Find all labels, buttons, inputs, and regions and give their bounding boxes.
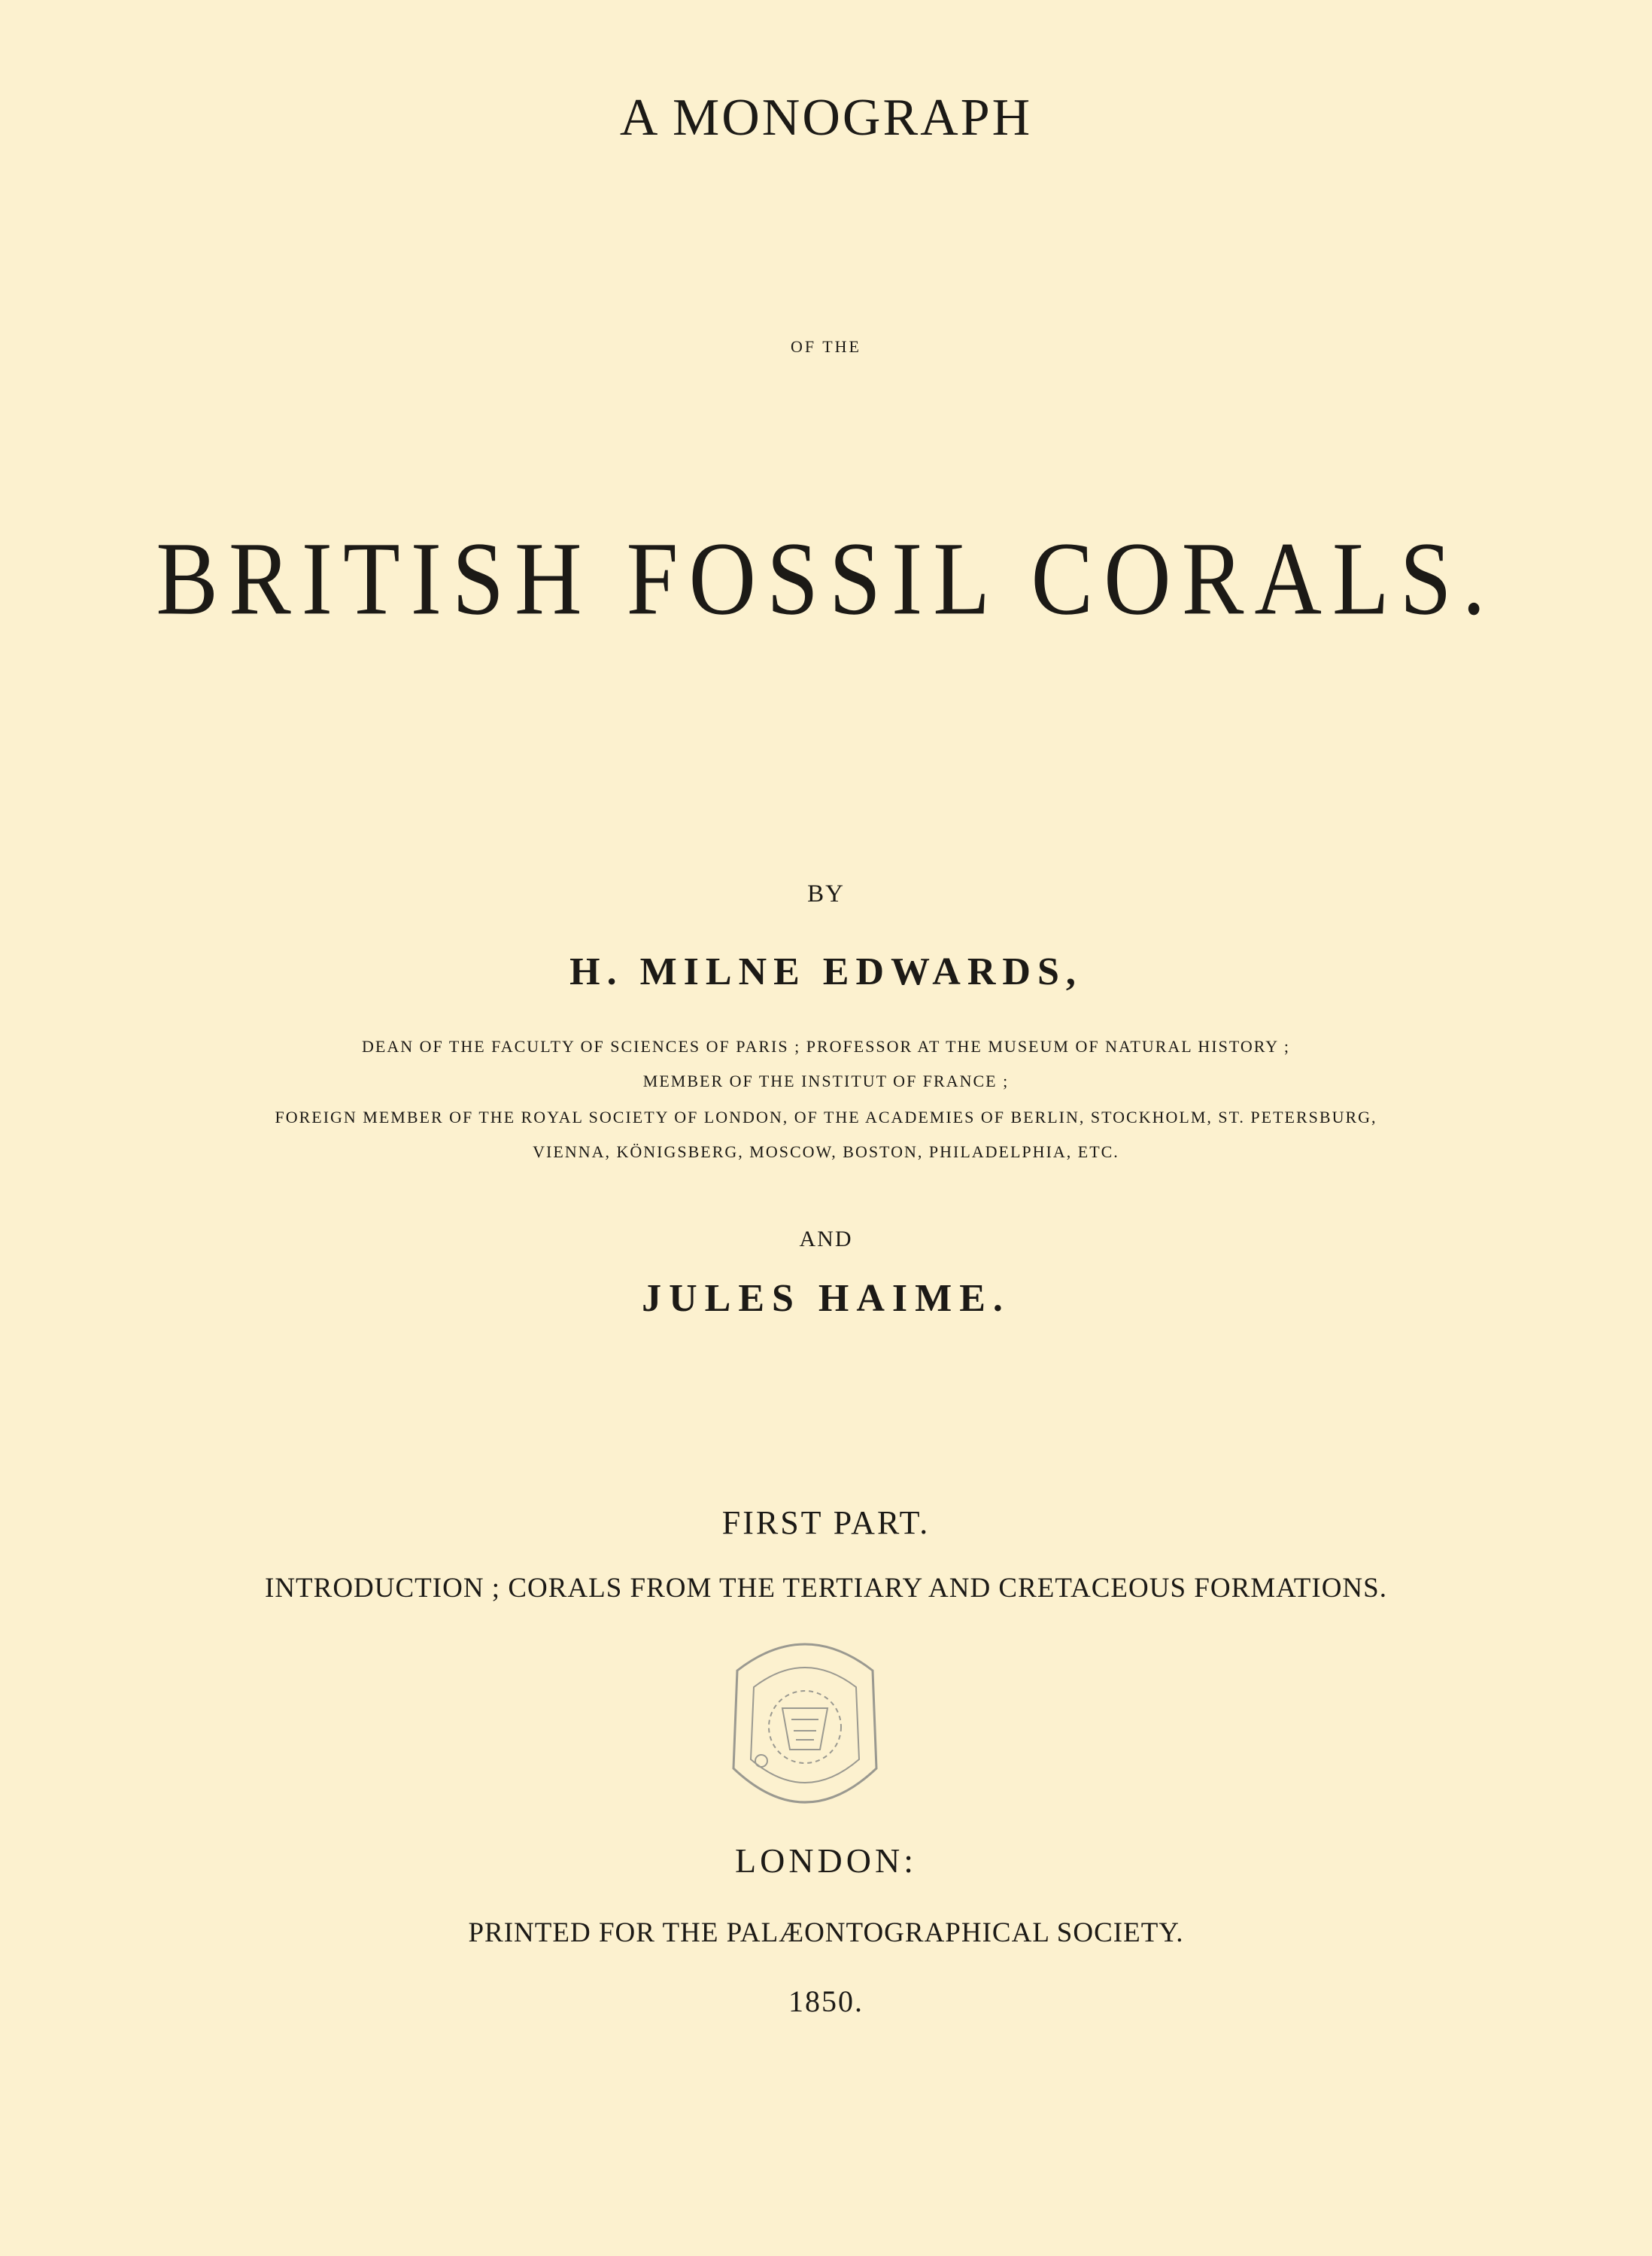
second-author: JULES HAIME. — [642, 1277, 1010, 1320]
title-line-2: OF THE — [791, 337, 861, 356]
part-label: FIRST PART. — [721, 1504, 931, 1541]
imprint-printer: PRINTED FOR THE PALÆONTOGRAPHICAL SOCIETY. — [468, 1917, 1184, 1948]
by-label: BY — [807, 880, 845, 908]
title-line-1: A MONOGRAPH — [619, 89, 1033, 147]
imprint-year: 1850. — [788, 1984, 864, 2018]
part-subtitle: INTRODUCTION ; CORALS FROM THE TERTIARY AND CRETACEOUS FORMATIONS. — [265, 1573, 1387, 1604]
first-author: H. MILNE EDWARDS, — [569, 950, 1083, 993]
author-credential-line: FOREIGN MEMBER OF THE ROYAL SOCIETY OF LONDON, OF THE ACADEMIES OF BERLIN, STOCKHOLM, ST. PETERSBURG, — [275, 1108, 1377, 1126]
library-stamp-icon — [707, 1618, 903, 1836]
author-credential-line: VIENNA, KÖNIGSBERG, MOSCOW, BOSTON, PHILADELPHIA, ETC. — [533, 1142, 1119, 1161]
and-label: AND — [799, 1227, 853, 1251]
author-credential-line: DEAN OF THE FACULTY OF SCIENCES OF PARIS ; PROFESSOR AT THE MUSEUM OF NATURAL HISTORY ; — [362, 1037, 1290, 1056]
author-credential-line: MEMBER OF THE INSTITUT OF FRANCE ; — [642, 1072, 1010, 1090]
imprint-place: LONDON: — [735, 1841, 917, 1880]
main-title: BRITISH FOSSIL CORALS. — [156, 521, 1496, 637]
